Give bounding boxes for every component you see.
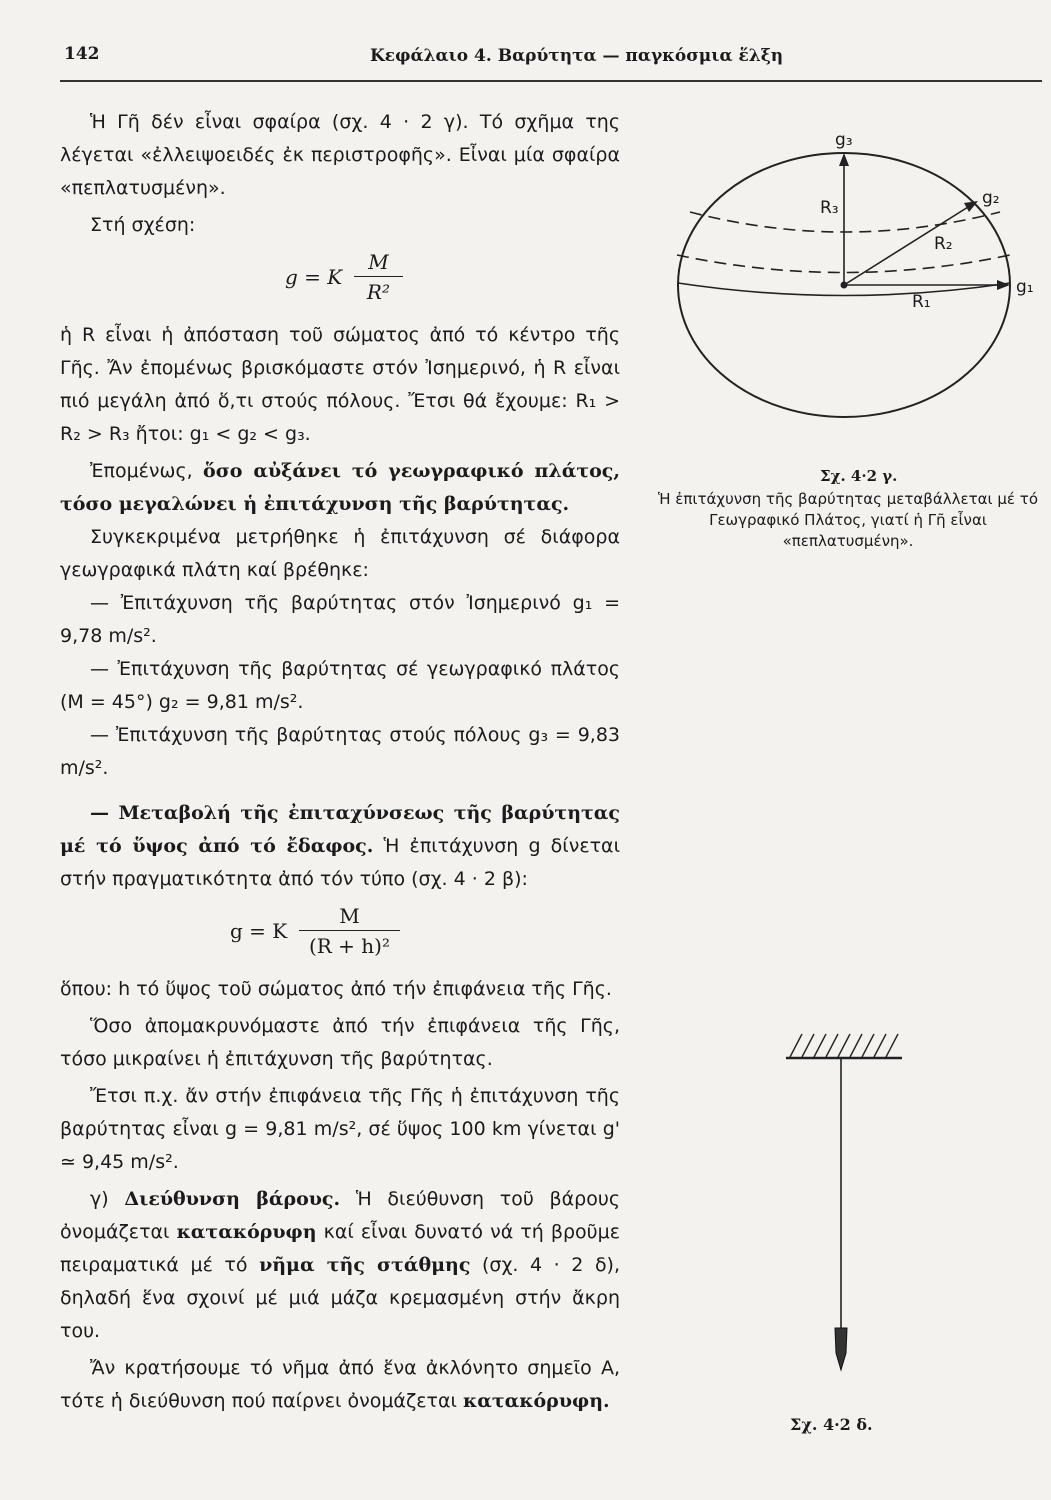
figure-caption-number-d <box>790 1414 873 1435</box>
paragraph: Στή σχέση: <box>90 214 196 236</box>
formula-gravity-height <box>230 902 620 961</box>
figure-caption-text: Ἡ ἐπιτάχυνση τῆς βαρύτητας μεταβάλλεται μέ τό Γεωγραφικό Πλάτος, γιατί ἡ Γῆ εἶναι «πεπλατυσμένη». <box>657 490 1039 550</box>
paragraph <box>60 1352 620 1418</box>
paragraph: Ὅσο ἀπομακρυνόμαστε ἀπό τήν ἐπιφάνεια τῆς Γῆς, τόσο μικραίνει ἡ ἐπιτάχυνση τῆς βαρύτητας. <box>60 1015 620 1070</box>
label-g1: g₁ <box>1016 277 1034 297</box>
formula-fraction <box>354 248 402 307</box>
paragraph: ὅπου: h τό ὕψος τοῦ σώματος ἀπό τήν ἐπιφάνεια τῆς Γῆς. <box>60 978 612 1000</box>
formula-numerator: M <box>354 248 402 277</box>
text-run: Ἐπομένως, <box>90 460 193 482</box>
list-item: — Ἐπιτάχυνση τῆς βαρύτητας στούς πόλους g₃ = 9,83 m/s². <box>60 724 620 779</box>
label-r3: R₃ <box>820 198 839 218</box>
formula-lhs: g = K <box>285 265 343 289</box>
caption-number: Σχ. 4·2 γ. <box>820 467 898 485</box>
bold-text: — Μεταβολή τῆς ἐπιταχύνσεως τῆς βαρύτητας μέ τό ὕψος ἀπό τό ἔδαφος. <box>60 802 620 857</box>
bold-text: κατακόρυφη <box>176 1221 317 1243</box>
plumb-line-figure <box>780 1028 910 1378</box>
text-run: Ἄν κρατήσουμε τό νῆμα ἀπό ἕνα ἀκλόνητο σημεῖο Α, τότε ἡ διεύθυνση πού παίρνει ὀνομάζεται <box>60 1357 620 1412</box>
formula-fraction <box>299 902 399 961</box>
label-r2: R₂ <box>934 234 953 254</box>
arrow-g2 <box>964 201 978 212</box>
list-item: — Ἐπιτάχυνση τῆς βαρύτητας σέ γεωγραφικό πλάτος (M = 45°) g₂ = 9,81 m/s². <box>60 658 620 713</box>
figure-caption-number <box>820 466 897 487</box>
bold-text: ὅσο αὐξάνει τό γεωγραφικό πλάτος, τόσο μεγαλώνει ἡ ἐπιτάχυνση τῆς βαρύτητας. <box>60 460 620 515</box>
text-run: Ἡ ἐπιτάχυνση g δίνεται στήν πραγματικότητα ἀπό τόν τύπο (σχ. 4 · 2 β): <box>60 835 620 890</box>
paragraph <box>60 455 620 521</box>
text-run: γ) <box>90 1188 109 1210</box>
list-item: — Ἐπιτάχυνση τῆς βαρύτητας στόν Ἰσημερινό g₁ = 9,78 m/s². <box>60 592 620 647</box>
formula-denominator: (R + h)² <box>308 934 390 958</box>
support-hatching <box>790 1034 898 1057</box>
bold-text: κατακόρυφη. <box>463 1390 610 1412</box>
main-text-column <box>60 106 620 1418</box>
earth-ellipsoid-figure <box>660 120 1050 460</box>
page-number: 142 <box>64 44 100 64</box>
formula-lhs: g = K <box>230 919 288 943</box>
paragraph <box>60 797 620 896</box>
caption-number: Σχ. 4·2 δ. <box>790 1415 873 1434</box>
radius-r2 <box>844 202 976 285</box>
paragraph: Συγκεκριμένα μετρήθηκε ἡ ἐπιτάχυνση σέ διάφορα γεωγραφικά πλάτη καί βρέθηκε: <box>60 526 620 581</box>
paragraph: Ἡ Γῆ δέν εἶναι σφαίρα (σχ. 4 · 2 γ). Τό σχῆμα της λέγεται «ἐλλειψοειδές ἐκ περιστροφῆς». Εἶναι μία σφαίρα «πεπλατυσμένη». <box>60 111 620 199</box>
label-g3: g₃ <box>835 130 853 150</box>
formula-gravity <box>285 248 620 307</box>
label-g2: g₂ <box>982 188 1000 208</box>
arrow-g1 <box>997 280 1010 290</box>
paragraph: Ἔτσι π.χ. ἄν στήν ἐπιφάνεια τῆς Γῆς ἡ ἐπιτάχυνση τῆς βαρύτητας εἶναι g = 9,81 m/s², σέ ὕψος 100 km γίνεται g' ≃ 9,45 m/s². <box>60 1085 620 1173</box>
latitude-dashed-upper <box>690 212 1000 232</box>
text-run: καί εἶναι δυνατό νά τή βροῦμε πειραματικά μέ τό <box>60 1221 621 1276</box>
paragraph: ἡ R εἶναι ἡ ἀπόσταση τοῦ σώματος ἀπό τό κέντρο τῆς Γῆς. Ἄν ἐπομένως βρισκόμαστε στόν Ἰσημερινό, ἡ R εἶναι πιό μεγάλη ἀπό ὅ,τι στούς πόλους. Ἔτσι θά ἔχουμε: R₁ > R₂ > R₃ ἤτοι: g₁ < g₂ < g₃. <box>60 324 620 445</box>
bold-text: Διεύθυνση βάρους. <box>124 1188 341 1210</box>
plumb-bob <box>835 1328 847 1370</box>
paragraph <box>60 1183 620 1348</box>
bold-text: νῆμα τῆς στάθμης <box>259 1254 471 1276</box>
text-run: (σχ. 4 · 2 δ), δηλαδή ἕνα σχοινί μέ μιά μάζα κρεμασμένη στήν ἄκρη του. <box>60 1254 621 1342</box>
formula-denominator: R² <box>366 280 390 304</box>
header-rule <box>60 80 1042 82</box>
label-r1: R₁ <box>912 292 931 312</box>
earth-center-dot <box>841 282 848 289</box>
formula-numerator: M <box>299 902 399 931</box>
arrow-g3 <box>839 153 849 166</box>
running-header: Κεφάλαιο 4. Βαρύτητα — παγκόσμια ἕλξη <box>370 46 784 66</box>
text-run: Ἡ διεύθυνση τοῦ βάρους ὀνομάζεται <box>60 1188 621 1243</box>
